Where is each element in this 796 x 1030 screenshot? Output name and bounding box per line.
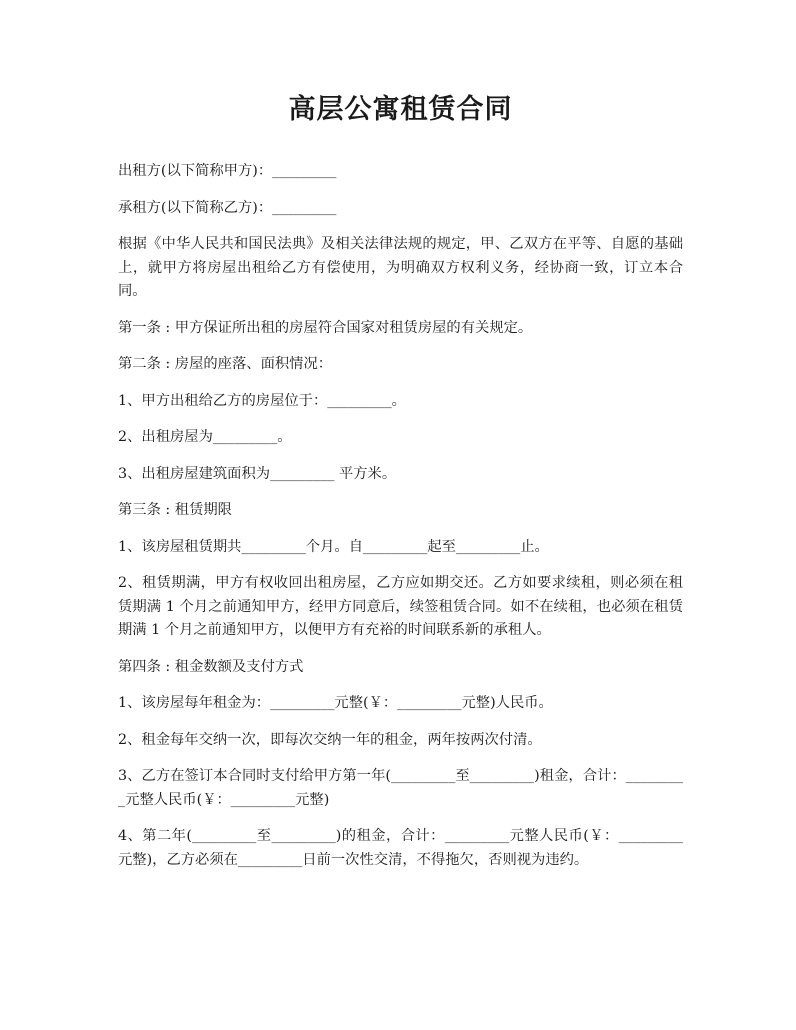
- article-4-clause-4: 4、第二年(_________至_________)的租金，合计：_________元整人民币(￥：_________元整)，乙方必须在_________日前一次性交清，不得拖欠，否则视为违约。: [118, 828, 683, 868]
- article-2-clause-2: 2、出租房屋为_________。: [118, 429, 292, 445]
- article-3-clause-1: 1、该房屋租赁期共_________个月。自_________起至_________止。: [118, 538, 549, 555]
- document-title: 高层公寓租赁合同: [288, 94, 513, 125]
- article-2-heading: 第二条 : 房屋的座落、面积情况：: [118, 356, 333, 372]
- lessor-line: 出租方(以下简称甲方)：_________: [118, 163, 337, 179]
- article-2-clause-3: 3、出租房屋建筑面积为_________ 平方米。: [118, 465, 397, 482]
- lessee-line: 承租方(以下简称乙方)：_________: [118, 199, 337, 216]
- article-1: 第一条 : 甲方保证所出租的房屋符合国家对租赁房屋的有关规定。: [118, 319, 533, 336]
- article-3-clause-2: 2、租赁期满，甲方有权收回出租房屋，乙方应如期交还。乙方如要求续租，则必须在租赁期满 1 个月之前通知甲方，经甲方同意后，续签租赁合同。如不在续租，也必须在租赁期满 1 个月之前通知甲方，以便甲方有充裕的时间联系新的承租人。: [118, 575, 683, 638]
- article-4-clause-1: 1、该房屋每年租金为：_________元整(￥：_________元整)人民币。: [118, 695, 553, 711]
- article-4-clause-3: 3、乙方在签订本合同时支付给甲方第一年(_________至_________)租金，合计：_________元整人民币(￥：_________元整): [118, 768, 683, 808]
- article-2-clause-1: 1、甲方出租给乙方的房屋位于：_________。: [118, 392, 406, 409]
- document-page: [118, 92, 683, 885]
- preamble-paragraph: 根据《中华人民共和国民法典》及相关法律法规的规定，甲、乙双方在平等、自愿的基础上，就甲方将房屋出租给乙方有偿使用，为明确双方权利义务，经协商一致，订立本合同。: [118, 236, 683, 299]
- article-4-heading: 第四条 : 租金数额及支付方式: [118, 658, 304, 675]
- article-4-clause-2: 2、租金每年交纳一次，即每次交纳一年的租金，两年按两次付清。: [118, 731, 542, 748]
- article-3-heading: 第三条 : 租赁期限: [118, 502, 232, 518]
